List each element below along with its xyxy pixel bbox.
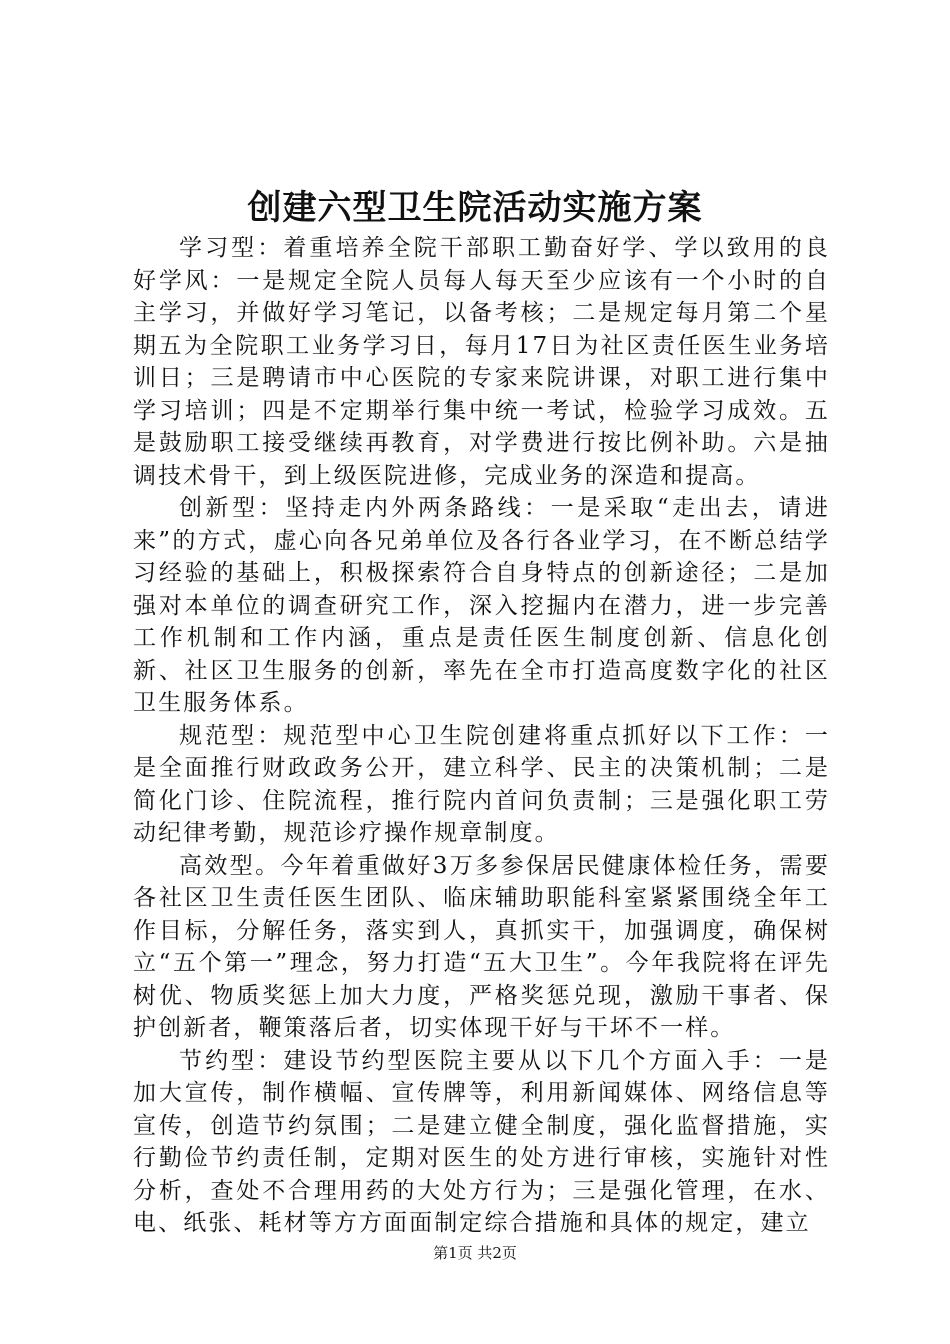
paragraph-standardization: 规范型：规范型中心卫生院创建将重点抓好以下工作：一是全面推行财政政务公开，建立科学、民主的决策机制；二是简化门诊、住院流程，推行院内首问负责制；三是强化职工劳动纪律考勤，规范诊疗操作规章制度。 [133,722,830,846]
document-body [133,232,830,1240]
page-number-footer: 第1页 共2页 [433,1244,517,1262]
paragraph-innovation: 创新型：坚持走内外两条路线：一是采取“走出去，请进来”的方式，虚心向各兄弟单位及各行各业学习，在不断总结学习经验的基础上，积极探索符合自身特点的创新途径；二是加强对本单位的调查研究工作，深入挖掘内在潜力，进一步完善工作机制和工作内涵，重点是责任医生制度创新、信息化创新、社区卫生服务的创新，率先在全市打造高度数字化的社区卫生服务体系。 [133,495,830,716]
paragraph-efficiency: 高效型。今年着重做好3万多参保居民健康体检任务，需要各社区卫生责任医生团队、临床辅助职能科室紧紧围绕全年工作目标，分解任务，落实到人，真抓实干，加强调度，确保树立“五个第一”理念，努力打造“五大卫生”。今年我院将在评先树优、物质奖惩上加大力度，严格奖惩兑现，激励干事者、保护创新者，鞭策落后者，切实体现干好与干坏不一样。 [133,852,830,1041]
paragraph-learning: 学习型：着重培养全院干部职工勤奋好学、学以致用的良好学风：一是规定全院人员每人每天至少应该有一个小时的自主学习，并做好学习笔记，以备考核；二是规定每月第二个星期五为全院职工业务学习日，每月17日为社区责任医生业务培训日；三是聘请市中心医院的专家来院讲课，对职工进行集中学习培训；四是不定期举行集中统一考试，检验学习成效。五是鼓励职工接受继续再教育，对学费进行按比例补助。六是抽调技术骨干，到上级医院进修，完成业务的深造和提高。 [133,235,830,489]
document-title: 创建六型卫生院活动实施方案 [247,188,703,228]
paragraph-economy: 节约型：建设节约型医院主要从以下几个方面入手：一是加大宣传，制作横幅、宣传牌等，利用新闻媒体、网络信息等宣传，创造节约氛围；二是建立健全制度，强化监督措施，实行勤俭节约责任制，定期对医生的处方进行审核，实施针对性分析，查处不合理用药的大处方行为；三是强化管理，在水、电、纸张、耗材等方方面面制定综合措施和具体的规定，建立 [133,1047,830,1236]
